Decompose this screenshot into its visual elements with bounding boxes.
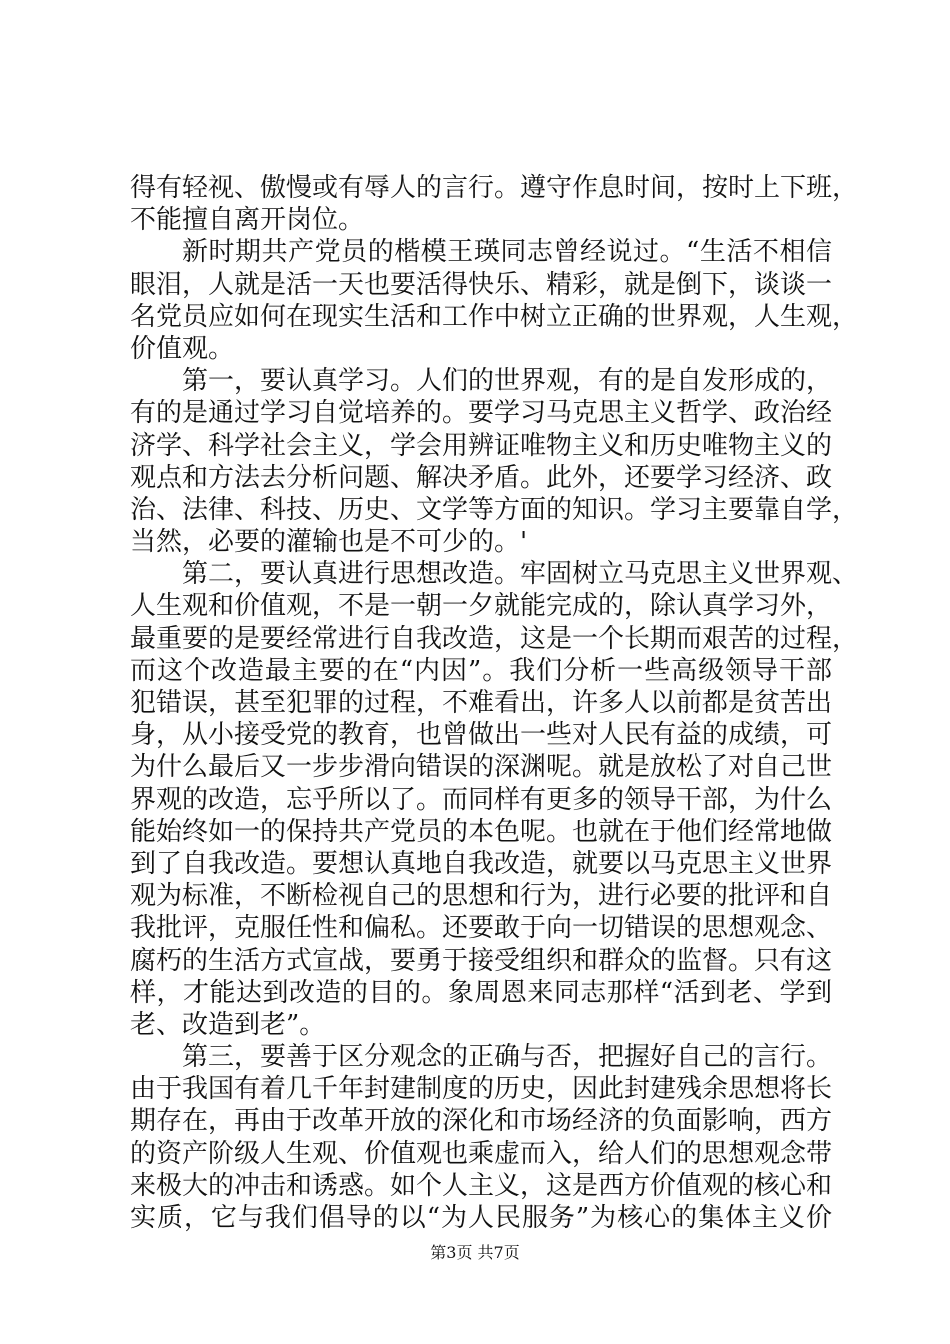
text-line: 有的是通过学习自觉培养的。要学习马克思主义哲学、政治经 <box>130 398 833 429</box>
text-line: 新时期共产党员的楷模王瑛同志曾经说过。“生活不相信 <box>182 237 832 268</box>
text-line: 来极大的冲击和诱惑。如个人主义，这是西方价值观的核心和 <box>130 1170 833 1201</box>
text-line: 名党员应如何在现实生活和工作中树立正确的世界观，人生观， <box>130 301 859 332</box>
text-line: 济学、科学社会主义，学会用辨证唯物主义和历史唯物主义的 <box>130 430 833 461</box>
text-line: 样，才能达到改造的目的。象周恩来同志那样“活到老、学到 <box>130 977 832 1008</box>
document-body <box>130 172 859 1234</box>
text-line: 不能擅自离开岗位。 <box>130 205 365 236</box>
text-line: 观点和方法去分析问题、解决矛盾。此外，还要学习经济、政 <box>130 462 833 493</box>
text-line: 第三，要善于区分观念的正确与否，把握好自己的言行。 <box>182 1042 833 1073</box>
text-line: 期存在，再由于改革开放的深化和市场经济的负面影响，西方 <box>130 1106 833 1137</box>
text-line: 的资产阶级人生观、价值观也乘虚而入，给人们的思想观念带 <box>130 1138 833 1169</box>
page-footer: 第3页 共7页 <box>430 1243 520 1262</box>
text-line: 实质，它与我们倡导的以“为人民服务”为核心的集体主义价 <box>130 1203 832 1233</box>
text-line: 治、法律、科技、历史、文学等方面的知识。学习主要靠自学， <box>130 494 859 525</box>
text-line: 我批评，克服任性和偏私。还要敢于向一切错误的思想观念、 <box>130 913 833 944</box>
text-line: 价值观。 <box>130 333 235 364</box>
text-line: 老、改造到老”。 <box>130 1009 326 1040</box>
text-line: 观为标准，不断检视自己的思想和行为，进行必要的批评和自 <box>130 881 833 912</box>
text-line: 而这个改造最主要的在“内因”。我们分析一些高级领导干部 <box>130 655 832 686</box>
text-line: 由于我国有着几千年封建制度的历史，因此封建残余思想将长 <box>130 1074 833 1105</box>
text-line: 当然，必要的灌输也是不可少的。' <box>130 527 528 558</box>
text-line: 第二，要认真进行思想改造。牢固树立马克思主义世界观、 <box>182 559 859 590</box>
text-line: 界观的改造，忘乎所以了。而同样有更多的领导干部，为什么 <box>130 784 833 815</box>
text-line: 得有轻视、傲慢或有辱人的言行。遵守作息时间，按时上下班， <box>130 173 859 203</box>
text-line: 到了自我改造。要想认真地自我改造，就要以马克思主义世界 <box>130 848 833 879</box>
text-line: 第一，要认真学习。人们的世界观，有的是自发形成的， <box>182 366 833 397</box>
text-line: 身，从小接受党的教育，也曾做出一些对人民有益的成绩，可 <box>130 720 833 751</box>
text-line: 犯错误，甚至犯罪的过程，不难看出，许多人以前都是贫苦出 <box>130 688 833 718</box>
text-line: 为什么最后又一步步滑向错误的深渊呢。就是放松了对自己世 <box>130 752 833 783</box>
text-line: 人生观和价值观，不是一朝一夕就能完成的，除认真学习外， <box>130 591 833 622</box>
text-line: 眼泪，人就是活一天也要活得快乐、精彩，就是倒下，谈谈一 <box>130 269 833 300</box>
text-line: 最重要的是要经常进行自我改造，这是一个长期而艰苦的过程， <box>130 623 859 654</box>
text-line: 能始终如一的保持共产党员的本色呢。也就在于他们经常地做 <box>130 816 833 847</box>
text-line: 腐朽的生活方式宣战，要勇于接受组织和群众的监督。只有这 <box>130 945 833 976</box>
